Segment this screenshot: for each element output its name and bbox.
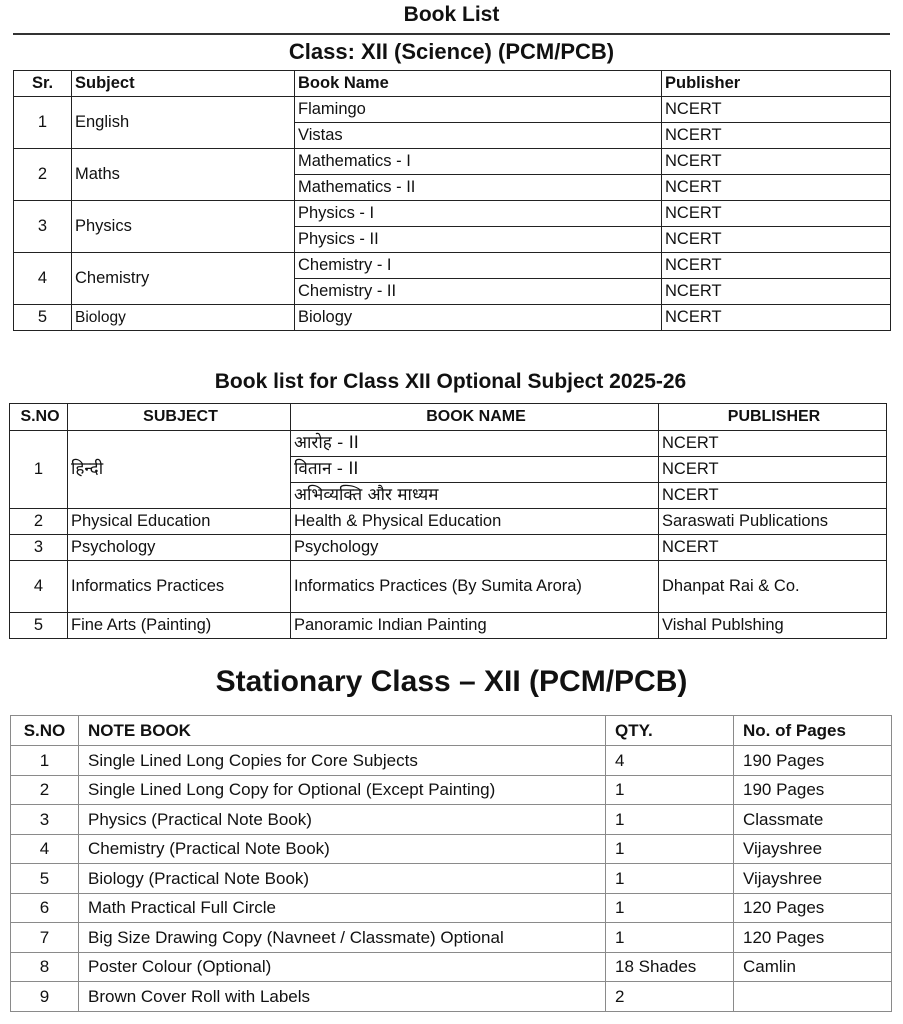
table-row <box>10 431 887 457</box>
book-name-cell: Physics - I <box>295 201 662 227</box>
publisher-cell: NCERT <box>659 431 887 457</box>
sno-cell: 1 <box>10 431 68 509</box>
book-name-cell: आरोह - II <box>291 431 659 457</box>
subject-cell: Informatics Practices <box>68 561 291 613</box>
table-row <box>10 561 887 613</box>
sr-cell: 3 <box>14 201 72 253</box>
qty-cell: 4 <box>606 746 734 776</box>
table-header-row <box>10 404 887 431</box>
column-header-subject: Subject <box>72 71 295 97</box>
pages-cell: Vijayshree <box>734 864 892 894</box>
book-name-cell: Mathematics - I <box>295 149 662 175</box>
column-header-pages: No. of Pages <box>734 716 892 746</box>
table-row <box>10 535 887 561</box>
table-row <box>11 746 892 776</box>
column-header-sno: S.NO <box>11 716 79 746</box>
item-cell: Physics (Practical Note Book) <box>79 805 606 835</box>
qty-cell: 1 <box>606 864 734 894</box>
subject-cell: Physics <box>72 201 295 253</box>
column-header-publisher: PUBLISHER <box>659 404 887 431</box>
publisher-cell: NCERT <box>662 149 891 175</box>
subject-cell: Maths <box>72 149 295 201</box>
pages-cell: 120 Pages <box>734 893 892 923</box>
table-row <box>14 305 891 331</box>
table-row <box>11 982 892 1012</box>
column-header-book-name: BOOK NAME <box>291 404 659 431</box>
sno-cell: 5 <box>10 613 68 639</box>
subject-cell: Biology <box>72 305 295 331</box>
table-row <box>14 149 891 175</box>
sno-cell: 1 <box>11 746 79 776</box>
book-name-cell: Vistas <box>295 123 662 149</box>
table-header-row <box>14 71 891 97</box>
publisher-cell: Dhanpat Rai & Co. <box>659 561 887 613</box>
sr-cell: 5 <box>14 305 72 331</box>
table-row <box>10 509 887 535</box>
class-title: Class: XII (Science) (PCM/PCB) <box>288 39 615 64</box>
stationary-title: Stationary Class – XII (PCM/PCB) <box>215 665 688 698</box>
qty-cell: 1 <box>606 923 734 953</box>
sno-cell: 9 <box>11 982 79 1012</box>
publisher-cell: NCERT <box>662 227 891 253</box>
column-header-sr: Sr. <box>14 71 72 97</box>
optional-books-title: Book list for Class XII Optional Subject 2025-26 <box>214 370 687 393</box>
sr-cell: 1 <box>14 97 72 149</box>
pages-cell <box>734 982 892 1012</box>
column-header-sno: S.NO <box>10 404 68 431</box>
sno-cell: 7 <box>11 923 79 953</box>
item-cell: Single Lined Long Copy for Optional (Except Painting) <box>79 775 606 805</box>
sno-cell: 4 <box>10 561 68 613</box>
book-name-cell: Physics - II <box>295 227 662 253</box>
table-header-row <box>11 716 892 746</box>
item-cell: Brown Cover Roll with Labels <box>79 982 606 1012</box>
pages-cell: Camlin <box>734 952 892 982</box>
pages-cell: Vijayshree <box>734 834 892 864</box>
table-row <box>14 201 891 227</box>
book-name-cell: Health & Physical Education <box>291 509 659 535</box>
publisher-cell: NCERT <box>662 123 891 149</box>
title-divider <box>13 33 890 35</box>
subject-cell: Fine Arts (Painting) <box>68 613 291 639</box>
publisher-cell: Saraswati Publications <box>659 509 887 535</box>
publisher-cell: NCERT <box>662 97 891 123</box>
sr-cell: 4 <box>14 253 72 305</box>
book-name-cell: Chemistry - II <box>295 279 662 305</box>
column-header-subject: SUBJECT <box>68 404 291 431</box>
book-name-cell: Panoramic Indian Painting <box>291 613 659 639</box>
table-row <box>11 923 892 953</box>
pages-cell: 120 Pages <box>734 923 892 953</box>
sno-cell: 2 <box>11 775 79 805</box>
pages-cell: Classmate <box>734 805 892 835</box>
publisher-cell: NCERT <box>662 253 891 279</box>
qty-cell: 18 Shades <box>606 952 734 982</box>
table-row <box>10 613 887 639</box>
table-row <box>11 893 892 923</box>
column-header-note-book: NOTE BOOK <box>79 716 606 746</box>
book-name-cell: Flamingo <box>295 97 662 123</box>
sno-cell: 3 <box>11 805 79 835</box>
publisher-cell: NCERT <box>662 279 891 305</box>
sno-cell: 6 <box>11 893 79 923</box>
sno-cell: 2 <box>10 509 68 535</box>
publisher-cell: NCERT <box>659 457 887 483</box>
sno-cell: 3 <box>10 535 68 561</box>
table-row <box>14 253 891 279</box>
publisher-cell: NCERT <box>662 305 891 331</box>
subject-cell: Physical Education <box>68 509 291 535</box>
table-row <box>11 834 892 864</box>
item-cell: Math Practical Full Circle <box>79 893 606 923</box>
book-name-cell: Chemistry - I <box>295 253 662 279</box>
item-cell: Chemistry (Practical Note Book) <box>79 834 606 864</box>
sno-cell: 5 <box>11 864 79 894</box>
pages-cell: 190 Pages <box>734 746 892 776</box>
qty-cell: 1 <box>606 834 734 864</box>
publisher-cell: NCERT <box>659 483 887 509</box>
table-row <box>11 864 892 894</box>
qty-cell: 1 <box>606 775 734 805</box>
book-name-cell: Biology <box>295 305 662 331</box>
table-row <box>11 805 892 835</box>
column-header-book-name: Book Name <box>295 71 662 97</box>
table-row <box>14 97 891 123</box>
book-name-cell: अभिव्यक्ति और माध्यम <box>291 483 659 509</box>
page-title: Book List <box>403 3 500 26</box>
sno-cell: 8 <box>11 952 79 982</box>
book-name-cell: Mathematics - II <box>295 175 662 201</box>
book-name-cell: Informatics Practices (By Sumita Arora) <box>291 561 659 613</box>
sno-cell: 4 <box>11 834 79 864</box>
publisher-cell: NCERT <box>662 175 891 201</box>
publisher-cell: NCERT <box>659 535 887 561</box>
optional-books-table <box>9 403 887 639</box>
subject-cell: Chemistry <box>72 253 295 305</box>
qty-cell: 1 <box>606 805 734 835</box>
subject-cell: English <box>72 97 295 149</box>
stationary-table <box>10 715 892 1012</box>
publisher-cell: Vishal Publshing <box>659 613 887 639</box>
table-row <box>11 775 892 805</box>
subject-cell: Psychology <box>68 535 291 561</box>
qty-cell: 1 <box>606 893 734 923</box>
book-name-cell: Psychology <box>291 535 659 561</box>
pages-cell: 190 Pages <box>734 775 892 805</box>
column-header-qty: QTY. <box>606 716 734 746</box>
column-header-publisher: Publisher <box>662 71 891 97</box>
item-cell: Poster Colour (Optional) <box>79 952 606 982</box>
core-books-table <box>13 70 891 331</box>
qty-cell: 2 <box>606 982 734 1012</box>
item-cell: Big Size Drawing Copy (Navneet / Classmate) Optional <box>79 923 606 953</box>
sr-cell: 2 <box>14 149 72 201</box>
item-cell: Single Lined Long Copies for Core Subjects <box>79 746 606 776</box>
table-row <box>11 952 892 982</box>
subject-cell: हिन्दी <box>68 431 291 509</box>
book-name-cell: वितान - II <box>291 457 659 483</box>
publisher-cell: NCERT <box>662 201 891 227</box>
item-cell: Biology (Practical Note Book) <box>79 864 606 894</box>
